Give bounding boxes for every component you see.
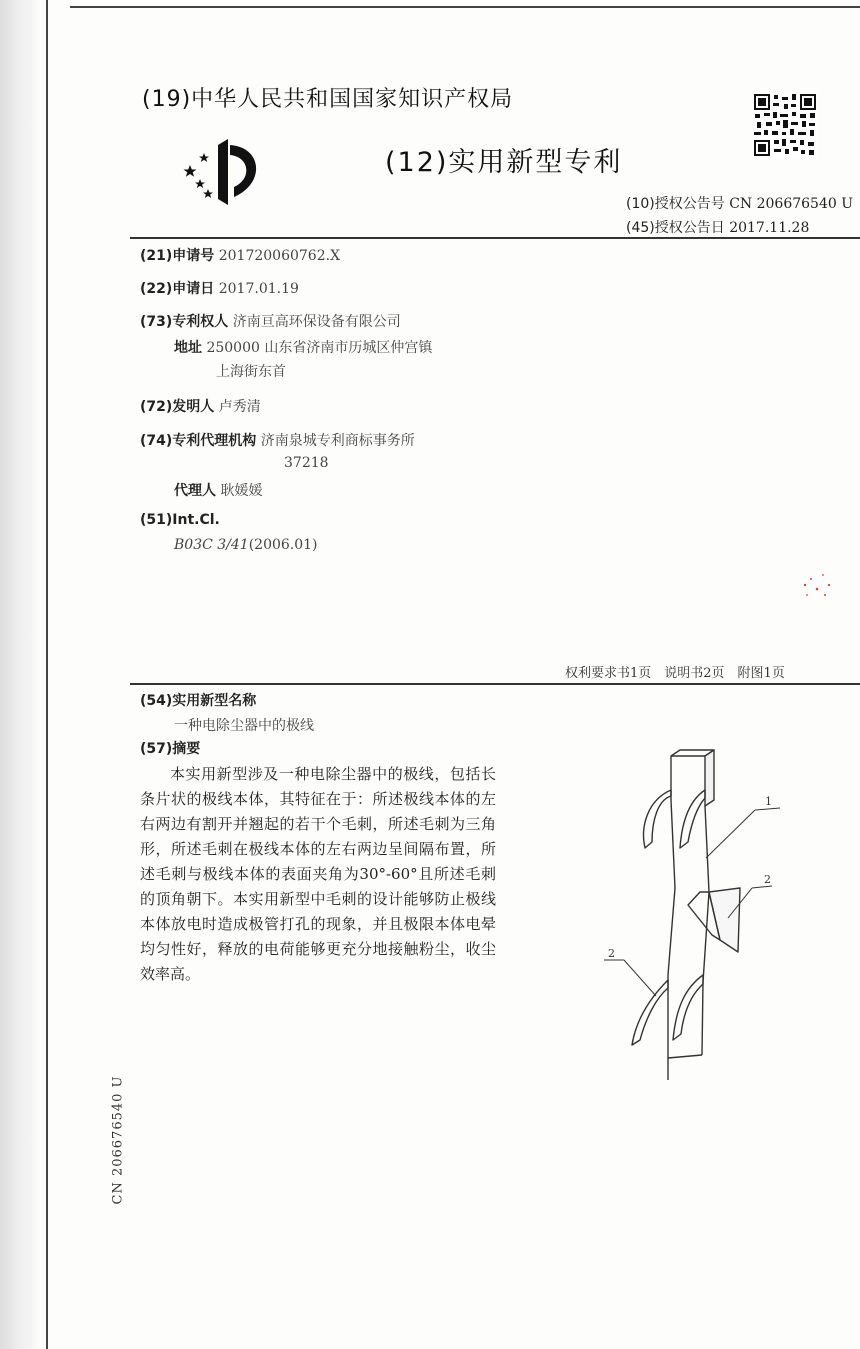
application-number bbox=[140, 245, 340, 265]
agent-label: 代理人 bbox=[174, 483, 216, 499]
utility-model-name-heading bbox=[140, 690, 256, 710]
app-no-value: 201720060762.X bbox=[218, 248, 341, 264]
issuing-office: (19)中华人民共和国国家知识产权局 bbox=[142, 87, 514, 112]
inventor-label: (72)发明人 bbox=[140, 399, 215, 415]
abstract-label: (57)摘要 bbox=[140, 741, 201, 757]
bib-divider bbox=[130, 683, 860, 685]
scan-specks bbox=[795, 565, 845, 605]
intcl-version: (2006.01) bbox=[248, 537, 318, 553]
int-classification-code bbox=[174, 537, 318, 553]
intcl-class: B03C 3/41 bbox=[174, 537, 249, 553]
app-date-value: 2017.01.19 bbox=[218, 281, 299, 297]
address bbox=[174, 337, 432, 357]
publication-date bbox=[626, 217, 809, 237]
cnipa-logo-icon bbox=[180, 135, 272, 207]
agent bbox=[174, 480, 262, 500]
patentee-label: (73)专利权人 bbox=[140, 314, 229, 330]
pub-number-label: (10)授权公告号 bbox=[626, 196, 725, 212]
pub-number-value: CN 206676540 U bbox=[729, 196, 854, 212]
scan-binding-shadow bbox=[0, 0, 38, 1349]
abstract-text: 本实用新型涉及一种电除尘器中的极线，包括长条片状的极线本体，其特征在于：所述极线本体的左右两边有割开并翘起的若干个毛刺，所述毛刺为三角形，所述毛刺在极线本体的左右两边呈间隔布置，所述毛刺与极线本体的表面夹角为30°-60°且所述毛刺的顶角朝下。本实用新型中毛刺的设计能够防止极线本体放电时造成极管打孔的现象，并且极限本体电晕均匀性好，释放的电荷能够更充分地接触粉尘，收尘效率高。 bbox=[140, 765, 496, 983]
app-date-label: (22)申请日 bbox=[140, 281, 215, 297]
top-border-line bbox=[70, 6, 860, 8]
inventor bbox=[140, 396, 261, 416]
publication-number bbox=[626, 193, 853, 213]
address-continuation bbox=[216, 361, 286, 381]
app-no-label: (21)申请号 bbox=[140, 248, 215, 264]
pub-date-label: (45)授权公告日 bbox=[626, 220, 725, 236]
patentee bbox=[140, 311, 401, 331]
agency-label: (74)专利代理机构 bbox=[140, 433, 257, 449]
patent-agency bbox=[140, 430, 415, 450]
drawing-label-2-right: 2 bbox=[764, 873, 771, 886]
patent-type: (12)实用新型专利 bbox=[385, 147, 623, 178]
pole-wire-drawing bbox=[600, 740, 800, 1090]
int-classification bbox=[140, 512, 220, 528]
title-value: 一种电除尘器中的极线 bbox=[174, 718, 314, 734]
agency-code-value: 37218 bbox=[284, 455, 329, 471]
patentee-value: 济南亘高环保设备有限公司 bbox=[232, 314, 401, 330]
agent-value: 耿媛媛 bbox=[220, 483, 263, 499]
drawing-label-1: 1 bbox=[765, 795, 772, 808]
binding-line bbox=[46, 0, 48, 1349]
drawing-label-2-left: 2 bbox=[608, 947, 615, 960]
header-divider bbox=[130, 237, 860, 239]
side-id-text: CN 206676540 U bbox=[110, 1075, 126, 1205]
abstract-heading bbox=[140, 738, 200, 758]
page-count-summary: 权利要求书1页 说明书2页 附图1页 bbox=[565, 666, 785, 681]
agency-value: 济南泉城专利商标事务所 bbox=[260, 433, 415, 449]
utility-model-title bbox=[174, 715, 314, 735]
pub-date-value: 2017.11.28 bbox=[729, 220, 810, 236]
intcl-label: (51)Int.Cl. bbox=[140, 512, 220, 528]
application-date bbox=[140, 278, 299, 298]
side-publication-id bbox=[108, 1075, 128, 1205]
inventor-value: 卢秀清 bbox=[218, 399, 261, 415]
qr-code-icon bbox=[752, 92, 818, 158]
address-label: 地址 bbox=[174, 340, 202, 356]
title-label: (54)实用新型名称 bbox=[140, 693, 257, 709]
agency-code bbox=[284, 455, 329, 471]
abstract-body bbox=[140, 762, 496, 987]
address-line1: 250000 山东省济南市历城区仲宫镇 bbox=[206, 340, 433, 356]
address-line2: 上海街东首 bbox=[216, 364, 286, 380]
